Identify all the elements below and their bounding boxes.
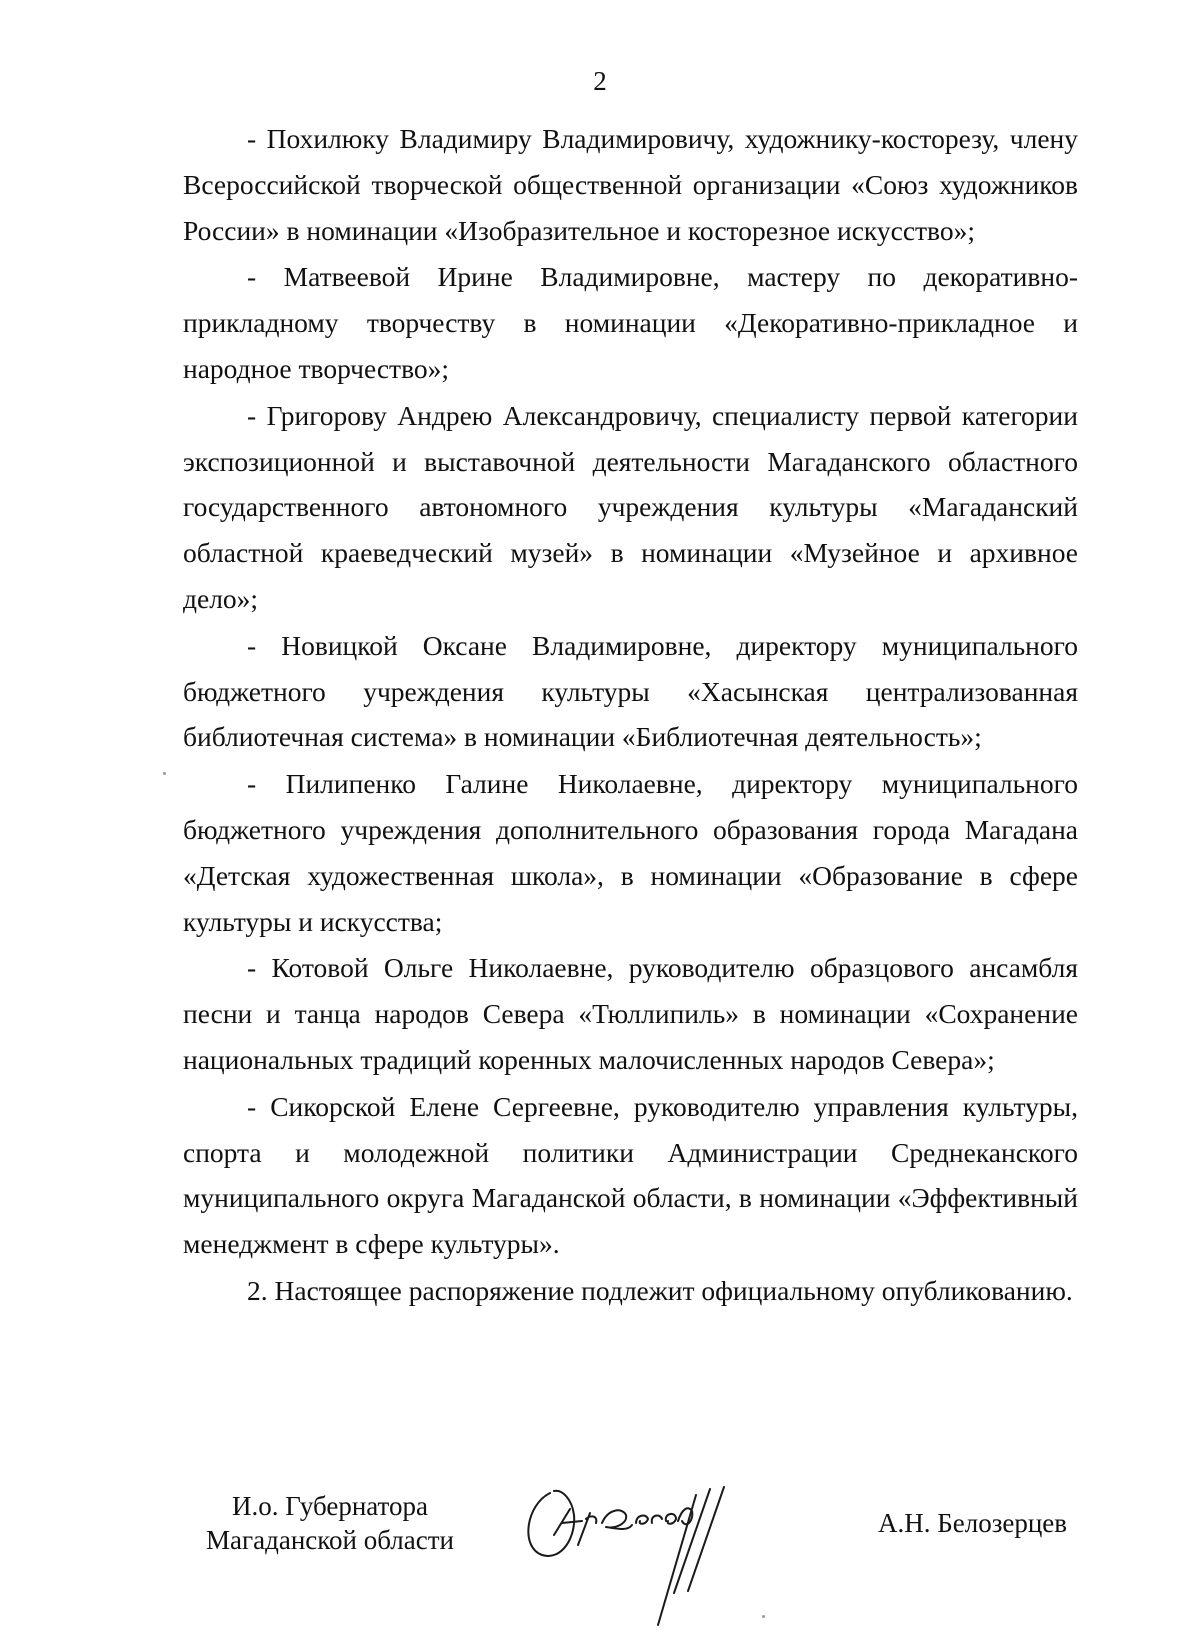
page-number: 2 (593, 66, 607, 96)
signatory-position-line-1: И.о. Губернатора (231, 1491, 428, 1521)
award-item-sikorskaya: - Сикорской Елене Сергеевне, руководителю управления культуры, спорта и молодежной политики Администрации Среднеканского муниципального округа Магаданской области, в номинации «Эффективный менеджмент в сфере культуры». (183, 1090, 1078, 1260)
handwritten-signature (518, 1475, 778, 1635)
award-item-kotova: - Котовой Ольге Николаевне, руководителю образцового ансамбля песни и танца народов Севера «Тюллипиль» в номинации «Сохранение национальных традиций коренных малочисленных народов Севера»; (183, 952, 1078, 1075)
award-item-novitskaya: - Новицкой Оксане Владимировне, директору муниципального бюджетного учреждения культуры «Хасынская централизованная библиотечная система» в номинации «Библиотечная деятельность»; (183, 629, 1078, 753)
award-item-grigorov: - Григорову Андрею Александровичу, специалисту первой категории экспозиционной и выставочной деятельности Магаданского областного государственного автономного учреждения культуры «Магаданский областной краеведческий музей» в номинации «Музейное и архивное дело»; (183, 399, 1078, 614)
signatory-position (180, 1489, 480, 1557)
scan-speck (163, 772, 166, 775)
signatory-position-line-2: Магаданской области (206, 1525, 454, 1555)
publication-clause: 2. Настоящее распоряжение подлежит официальному опубликованию. (247, 1274, 1073, 1306)
award-item-pilipenko: - Пилипенко Галине Николаевне, директору муниципального бюджетного учреждения дополнительного образования города Магадана «Детская художественная школа», в номинации «Образование в сфере культуры и искусства; (183, 768, 1078, 937)
signature-block (0, 1489, 1200, 1639)
award-item-pokhilyuk: - Похилюку Владимиру Владимировичу, художнику-косторезу, члену Всероссийской творческой общественной организации «Союз художников России» в номинации «Изобразительное и косторезное искусство»; (183, 123, 1078, 246)
document-body (183, 116, 1078, 1315)
scan-speck (762, 1615, 765, 1618)
signatory-name: А.Н. Белозерцев (878, 1508, 1068, 1538)
award-item-matveeva: - Матвеевой Ирине Владимировне, мастеру по декоративно-прикладному творчеству в номинации «Декоративно-прикладное и народное творчество»; (183, 261, 1078, 384)
